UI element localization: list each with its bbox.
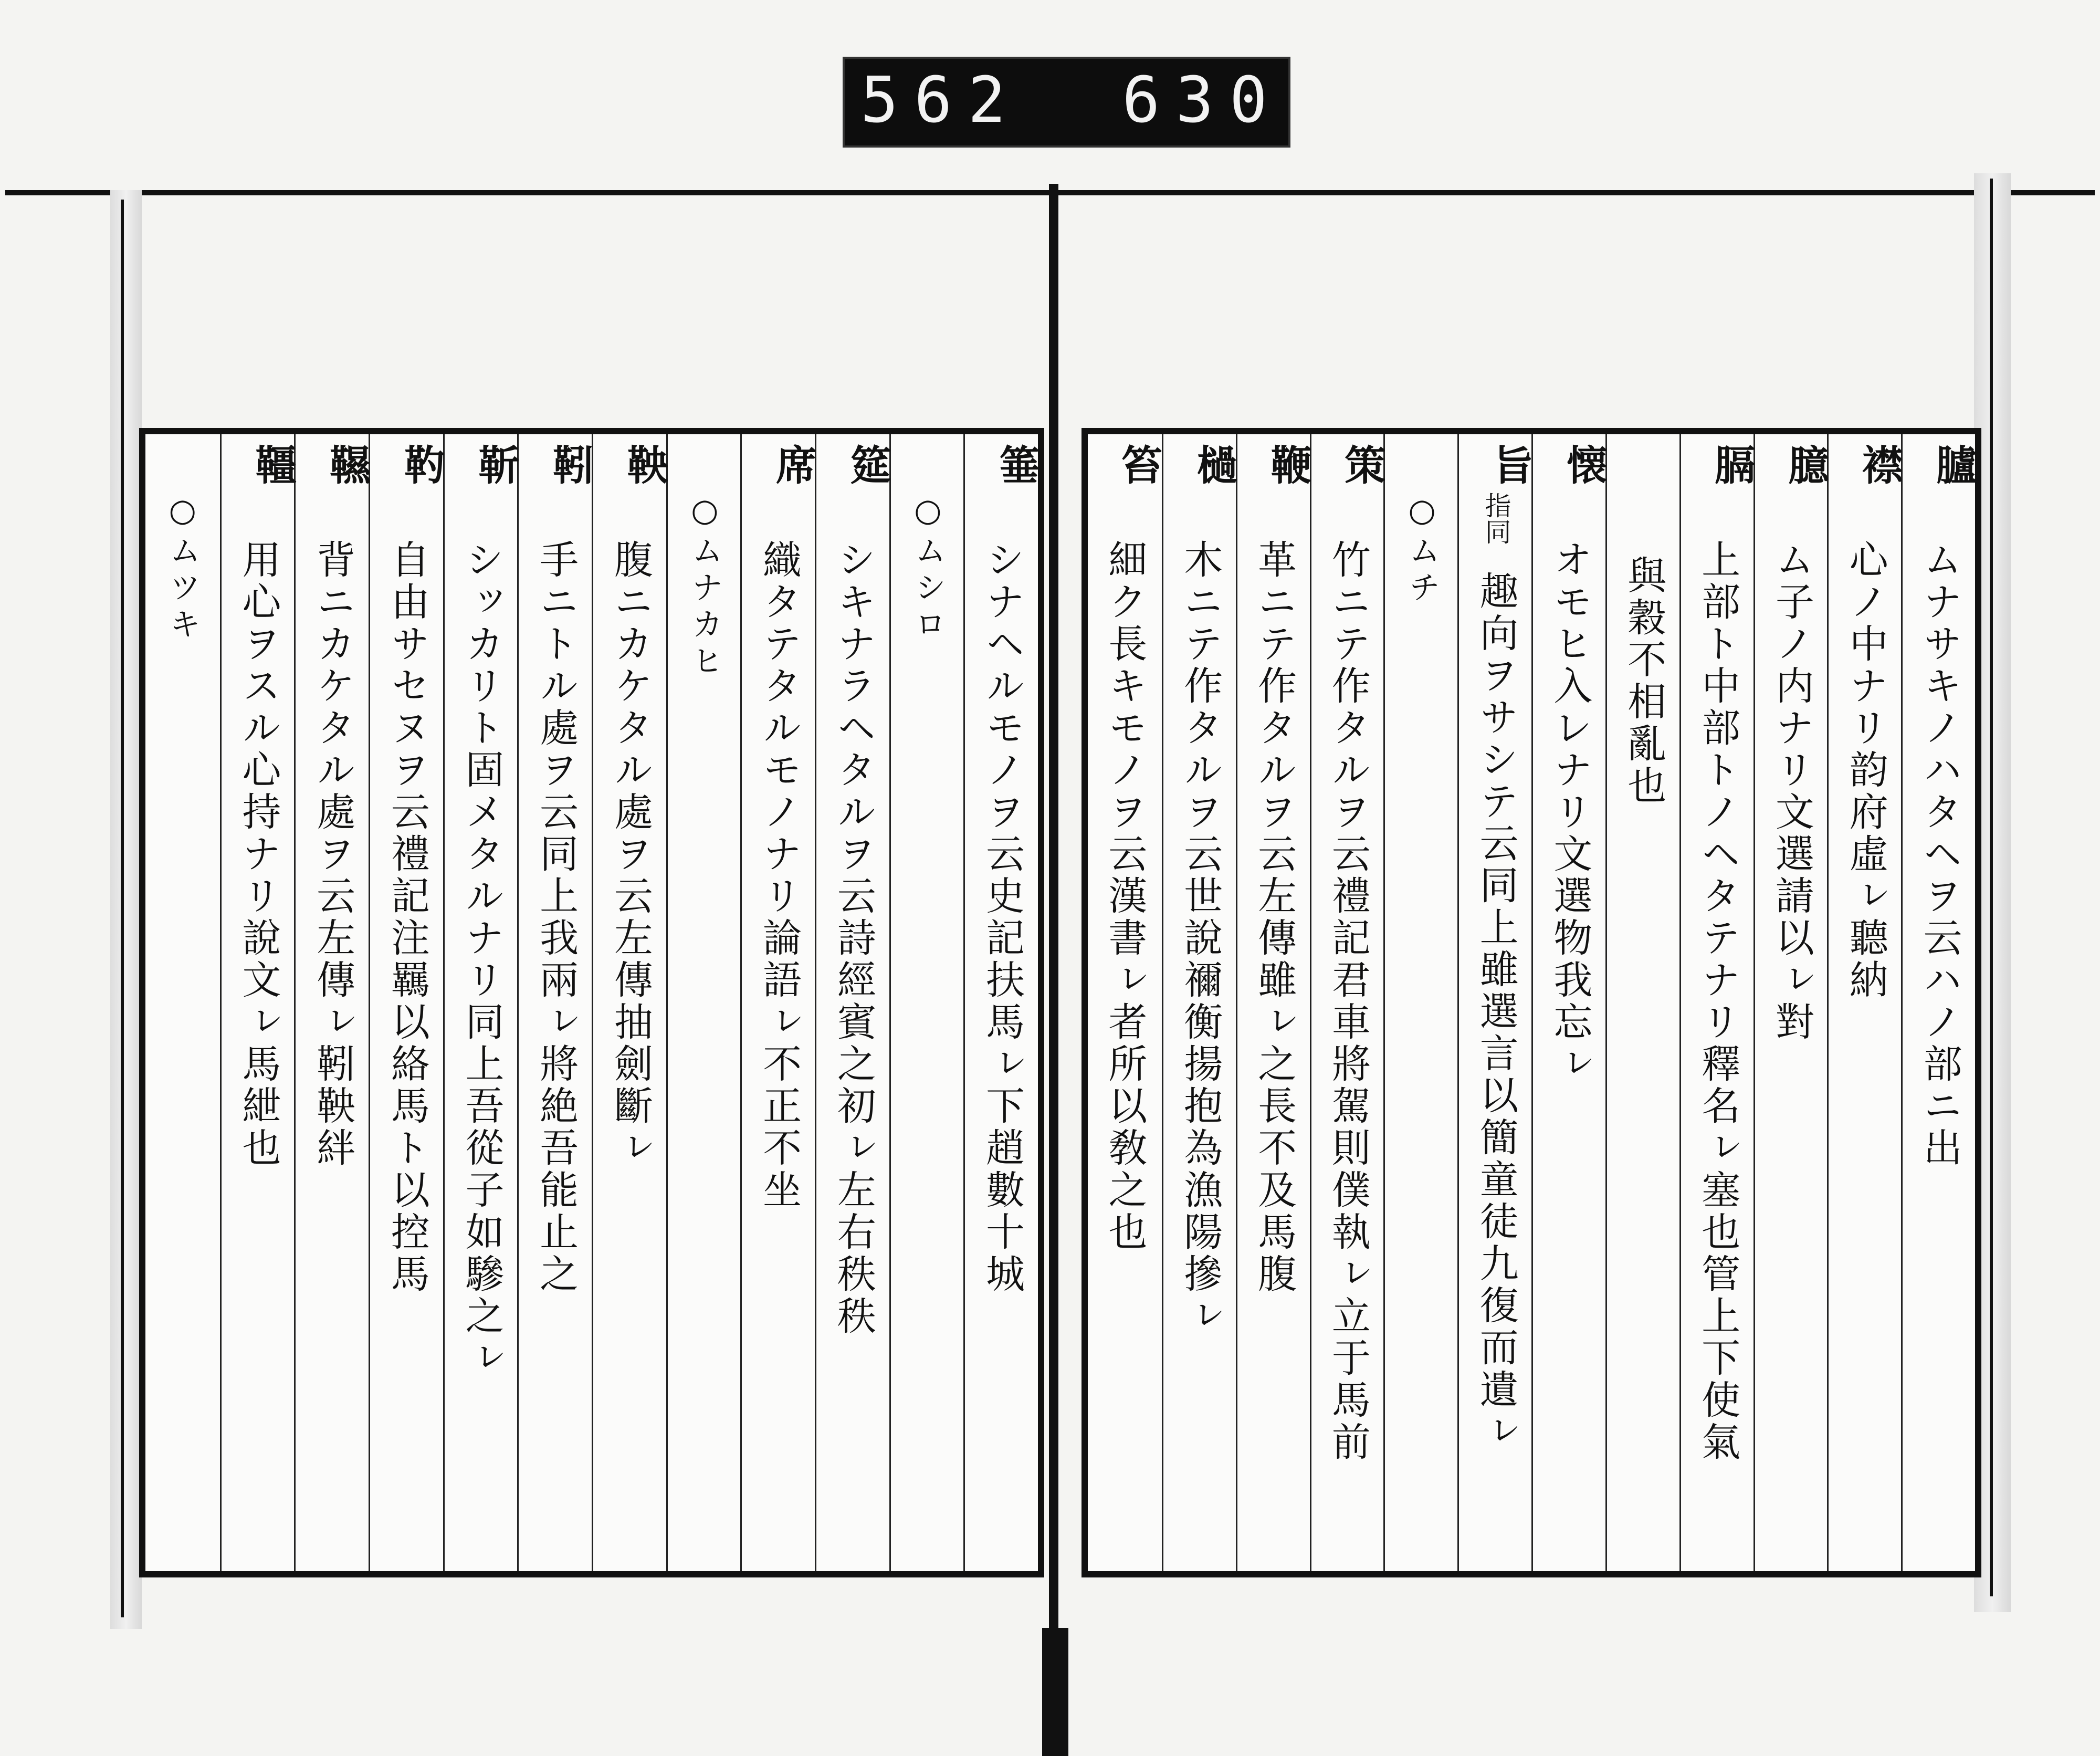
gloss [1237, 539, 1311, 1561]
entry-column [1605, 434, 1681, 1571]
headword: 旨 [1485, 444, 1534, 485]
entry-column [1754, 434, 1829, 1571]
gloss-text: オモヒ入レナリ文選物我忘ㇾ [1547, 539, 1593, 1085]
entry-column [294, 434, 370, 1571]
gloss [445, 539, 519, 1561]
section-heading-text: ○ムナカヒ [686, 492, 723, 681]
entry-column [963, 434, 1040, 1571]
gloss [1607, 555, 1681, 1561]
gloss [1681, 539, 1755, 1561]
section-heading [1385, 492, 1459, 608]
gloss [1311, 539, 1385, 1561]
gloss-text: 細ク長キモノヲ云漢書ㇾ者所以敎之也 [1102, 539, 1148, 1253]
section-column [666, 434, 742, 1571]
entry-column [369, 434, 445, 1571]
frame-number-left: 562 [860, 64, 1022, 137]
gloss-text: 革ニテ作タルヲ云左傳雖ㇾ之長不及馬腹 [1252, 539, 1297, 1295]
headword: 笞 [1114, 444, 1162, 485]
gloss [296, 539, 370, 1561]
gloss-text: 背ニカケタル處ヲ云左傳ㇾ靷鞅絆 [310, 539, 356, 1169]
headword: 箠 [992, 444, 1040, 485]
entry-column [517, 434, 593, 1571]
headword-note: 指同 [1480, 492, 1511, 545]
headword: 襟 [1855, 444, 1904, 485]
entry-column [1901, 434, 1977, 1571]
spine-clamp [1042, 1628, 1068, 1756]
gloss-text: 織タテタルモノナリ論語ㇾ不正不坐 [757, 539, 802, 1211]
gloss [1533, 539, 1607, 1561]
frame-number-right: 630 [1122, 64, 1283, 137]
gloss-text: 竹ニテ作タルヲ云禮記君車將駕則僕執ㇾ立于馬前 [1325, 539, 1371, 1464]
gloss-text: ム子ノ内ナリ文選請以ㇾ對 [1769, 539, 1814, 1043]
right-edge-line [1990, 179, 1993, 1596]
gloss [593, 539, 668, 1561]
gloss [1163, 539, 1237, 1561]
entry-column [443, 434, 519, 1571]
gloss [742, 539, 816, 1561]
gloss-text: 木ニテ作タルヲ云世說禰衡揚抱為漁陽摻ㇾ [1178, 539, 1223, 1337]
headword: 懐 [1559, 444, 1608, 485]
gloss-text: 上部ト中部トノヘタテナリ釋名ㇾ塞也管上下使氣 [1695, 539, 1741, 1464]
spine-bar [1049, 184, 1058, 1756]
gloss [222, 539, 296, 1561]
gloss-text: 自由サセヌヲ云禮記注羈以絡馬ト以控馬 [384, 539, 430, 1295]
gloss-text: シッカリト固メタルナリ同上吾從子如驂之ㇾ [459, 539, 505, 1379]
section-heading [891, 492, 965, 644]
section-heading [145, 492, 220, 644]
section-column [1383, 434, 1459, 1571]
headword: 鞅 [620, 444, 668, 485]
entry-column [1679, 434, 1755, 1571]
entry-column [1827, 434, 1903, 1571]
gloss [1829, 539, 1903, 1561]
gloss [1903, 539, 1977, 1561]
gloss-text: ムナサキノハタヘヲ云ハノ部ニ出 [1917, 539, 1962, 1169]
entry-column [1310, 434, 1385, 1571]
headword: 臚 [1929, 444, 1977, 485]
gloss-text: シナヘルモノヲ云史記扶馬ㇾ下趙數十城 [980, 539, 1025, 1295]
gloss [370, 539, 445, 1561]
entry-column [220, 434, 296, 1571]
entry-column [740, 434, 816, 1571]
left-edge-line [121, 200, 124, 1617]
headword: 策 [1338, 444, 1386, 485]
entry-column [1531, 434, 1607, 1571]
gloss-text: 腹ニカケタル處ヲ云左傳抽劍斷ㇾ [607, 539, 653, 1169]
left-page [139, 428, 1044, 1577]
section-heading-text: ○ムツキ [164, 492, 201, 644]
entry-column [1162, 434, 1237, 1571]
right-page [1082, 428, 1981, 1577]
headword: 膈 [1707, 444, 1756, 485]
gloss-text: 心ノ中ナリ韵府虛ㇾ聽納 [1843, 539, 1888, 1001]
gloss-text: 與穀不相亂也 [1621, 555, 1667, 807]
entry-column [815, 434, 891, 1571]
gloss [1459, 571, 1533, 1561]
section-heading [668, 492, 742, 681]
gloss-text: 用心ヲスル心持ナリ說文ㇾ馬紲也 [236, 539, 281, 1169]
section-column [889, 434, 965, 1571]
headword: 鞭 [1264, 444, 1312, 485]
section-heading-text: ○ムシロ [909, 492, 947, 644]
headword: 韁 [248, 444, 297, 485]
section-column [145, 434, 220, 1571]
entry-column [1457, 434, 1533, 1571]
gloss [519, 539, 593, 1561]
section-heading-text: ○ムチ [1403, 492, 1441, 608]
frame-number-plate [843, 57, 1290, 148]
headword: 臆 [1781, 444, 1830, 485]
headword: 韅 [322, 444, 371, 485]
headword: 席 [769, 444, 817, 485]
gloss [1088, 539, 1162, 1561]
entry-column [1088, 434, 1162, 1571]
headword: 檛 [1190, 444, 1238, 485]
entry-column [592, 434, 668, 1571]
headword: 靷 [545, 444, 594, 485]
headword: 筵 [843, 444, 891, 485]
left-book-edge [110, 190, 142, 1629]
gloss [1755, 539, 1829, 1561]
entry-column [1236, 434, 1311, 1571]
gloss-text: シキナラヘタルヲ云詩經賓之初ㇾ左右秩秩 [831, 539, 876, 1337]
headword: 靳 [471, 444, 520, 485]
gloss [816, 539, 891, 1561]
gloss [965, 539, 1040, 1561]
gloss-text: 趣向ヲサシテ云同上雖選言以簡童徒九復而遺ㇾ [1473, 571, 1519, 1453]
headword: 靮 [397, 444, 445, 485]
gloss-text: 手ニトル處ヲ云同上我兩ㇾ將絶吾能止之 [533, 539, 579, 1295]
